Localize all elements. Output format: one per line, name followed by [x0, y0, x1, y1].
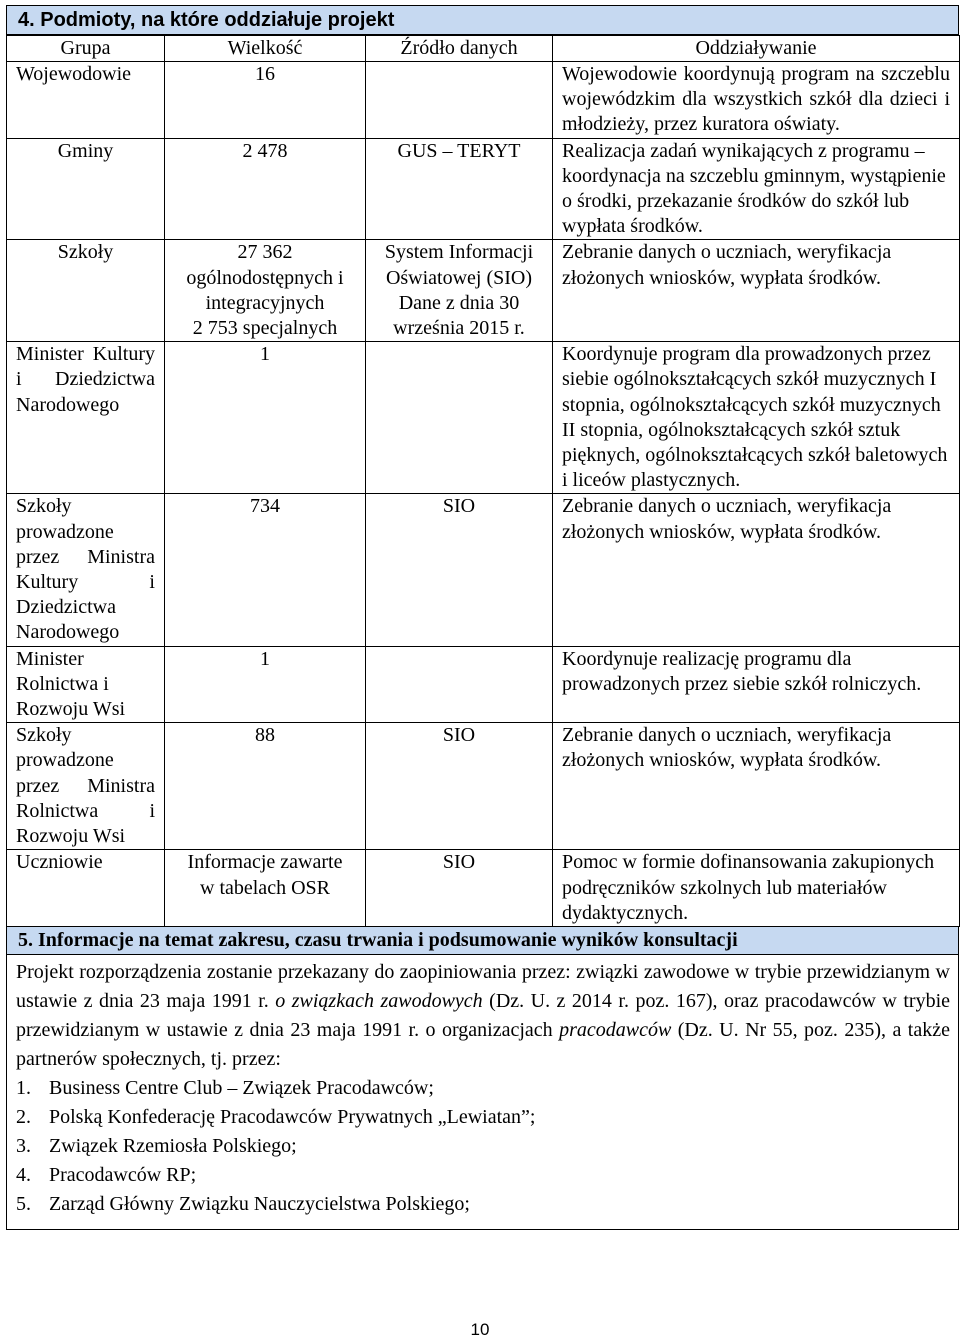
cell-size: 734 [165, 494, 366, 646]
cell-source [366, 646, 553, 723]
list-text: Zarząd Główny Związku Nauczycielstwa Polskiego; [49, 1192, 470, 1215]
cell-impact: Koordynuje program dla prowadzonych przez siebie ogólnokształcących szkół muzycznych I stopnia, ogólnokształcących szkół muzycznych II stopnia, ogólnokształcących szkół sztuk pięknych, ogólnokształcących szkół baletowych i liceów plastycznych. [553, 342, 960, 494]
cell-source: SIO [366, 850, 553, 927]
cell-group: Uczniowie [7, 850, 165, 927]
stakeholders-table [6, 35, 960, 927]
list-number: 5. [16, 1192, 31, 1215]
table-row [7, 494, 960, 646]
paragraph-italic-text: pracodawców [559, 1018, 672, 1041]
list-number: 2. [16, 1105, 31, 1128]
section-5-heading: 5. Informacje na temat zakresu, czasu trwania i podsumowanie wyników konsultacji [6, 927, 959, 955]
list-text: Pracodawców RP; [49, 1163, 197, 1186]
consultation-paragraph [16, 958, 950, 1074]
cell-group: Minister Rolnictwa i Rozwoju Wsi [7, 646, 165, 723]
cell-group: Minister Kultury i Dziedzictwa Narodowego [7, 342, 165, 494]
column-header-impact: Oddziaływanie [553, 36, 960, 62]
paragraph-italic-text: o związkach zawodowych [275, 989, 483, 1012]
list-number: 4. [16, 1163, 31, 1186]
paragraph-text: Projekt rozporządzenia zostanie przekazany do zaopiniowania przez: związki zawodowe w trybie przewidzianym w ustawie z dnia 23 maja 1991 r. [16, 960, 950, 1012]
table-header-row [7, 36, 960, 62]
cell-group: Gminy [7, 138, 165, 240]
table-row [7, 138, 960, 240]
source-line: Dane z dnia 30 [398, 291, 520, 314]
cell-group: Szkoły [7, 240, 165, 342]
source-line: Oświatowej (SIO) [385, 266, 533, 289]
size-line: 27 362 [237, 241, 293, 264]
column-header-source: Źródło danych [366, 36, 553, 62]
cell-impact: Wojewodowie koordynują program na szczeblu wojewódzkim dla wszystkich szkół dla dzieci i młodzieży, przez kuratora oświaty. [553, 62, 960, 139]
list-item [16, 1103, 950, 1132]
consultation-info-box [6, 955, 959, 1230]
table-row [7, 646, 960, 723]
cell-group: Wojewodowie [7, 62, 165, 139]
table-row [7, 240, 960, 342]
cell-source [366, 62, 553, 139]
cell-source: GUS – TERYT [366, 138, 553, 240]
table-row [7, 850, 960, 927]
cell-source: SIO [366, 723, 553, 850]
list-text: Polską Konfederację Pracodawców Prywatnych „Lewiatan”; [49, 1105, 536, 1128]
size-line: w tabelach OSR [200, 876, 330, 899]
list-text: Business Centre Club – Związek Pracodawców; [49, 1076, 434, 1099]
cell-source: SIO [366, 494, 553, 646]
page-number: 10 [470, 1320, 490, 1339]
cell-group: Szkoły prowadzone przez Ministra Kultury i Dziedzictwa Narodowego [7, 494, 165, 646]
list-item [16, 1161, 950, 1190]
size-line: Informacje zawarte [187, 851, 343, 874]
column-header-size: Wielkość [165, 36, 366, 62]
cell-size: 1 [165, 342, 366, 494]
list-number: 3. [16, 1134, 31, 1157]
cell-impact: Realizacja zadań wynikających z programu – koordynacja na szczeblu gminnym, wystąpienie o środki, przekazanie środków do szkół lub wypłata środków. [553, 138, 960, 240]
table-row [7, 342, 960, 494]
paragraph-text: (Dz. U. z 2014 r. poz. 167), oraz pracodawców w trybie przewidzianym w ustawie z dnia 23 maja 1991 r. o organizacjach [16, 989, 950, 1041]
cell-size: 88 [165, 723, 366, 850]
section-4-heading: 4. Podmioty, na które oddziałuje projekt [6, 5, 959, 35]
cell-group: Szkoły prowadzone przez Ministra Rolnictwa i Rozwoju Wsi [7, 723, 165, 850]
cell-impact: Zebranie danych o uczniach, weryfikacja złożonych wniosków, wypłata środków. [553, 240, 960, 342]
cell-source [366, 342, 553, 494]
size-line: 2 753 specjalnych [192, 317, 338, 340]
cell-size [165, 240, 366, 342]
list-item [16, 1074, 950, 1103]
size-line: integracyjnych [205, 291, 325, 314]
cell-size: 2 478 [165, 138, 366, 240]
list-item [16, 1132, 950, 1161]
column-header-group: Grupa [7, 36, 165, 62]
cell-impact: Zebranie danych o uczniach, weryfikacja złożonych wniosków, wypłata środków. [553, 494, 960, 646]
cell-impact: Pomoc w formie dofinansowania zakupionych podręczników szkolnych lub materiałów dydaktycznych. [553, 850, 960, 927]
list-text: Związek Rzemiosła Polskiego; [49, 1134, 297, 1157]
cell-size: 16 [165, 62, 366, 139]
cell-size: 1 [165, 646, 366, 723]
cell-source [366, 240, 553, 342]
partners-list [16, 1074, 950, 1219]
source-line: września 2015 r. [393, 317, 525, 340]
list-item [16, 1190, 950, 1219]
list-number: 1. [16, 1076, 31, 1099]
cell-impact: Zebranie danych o uczniach, weryfikacja złożonych wniosków, wypłata środków. [553, 723, 960, 850]
paragraph-text: (Dz. U. Nr 55, poz. 235), a także partnerów społecznych, tj. przez: [16, 1018, 950, 1070]
source-line: System Informacji [384, 241, 534, 264]
cell-size [165, 850, 366, 927]
table-row [7, 723, 960, 850]
cell-impact: Koordynuje realizację programu dla prowadzonych przez siebie szkół rolniczych. [553, 646, 960, 723]
document-page [6, 5, 959, 1230]
table-row [7, 62, 960, 139]
size-line: ogólnodostępnych i [186, 266, 344, 289]
